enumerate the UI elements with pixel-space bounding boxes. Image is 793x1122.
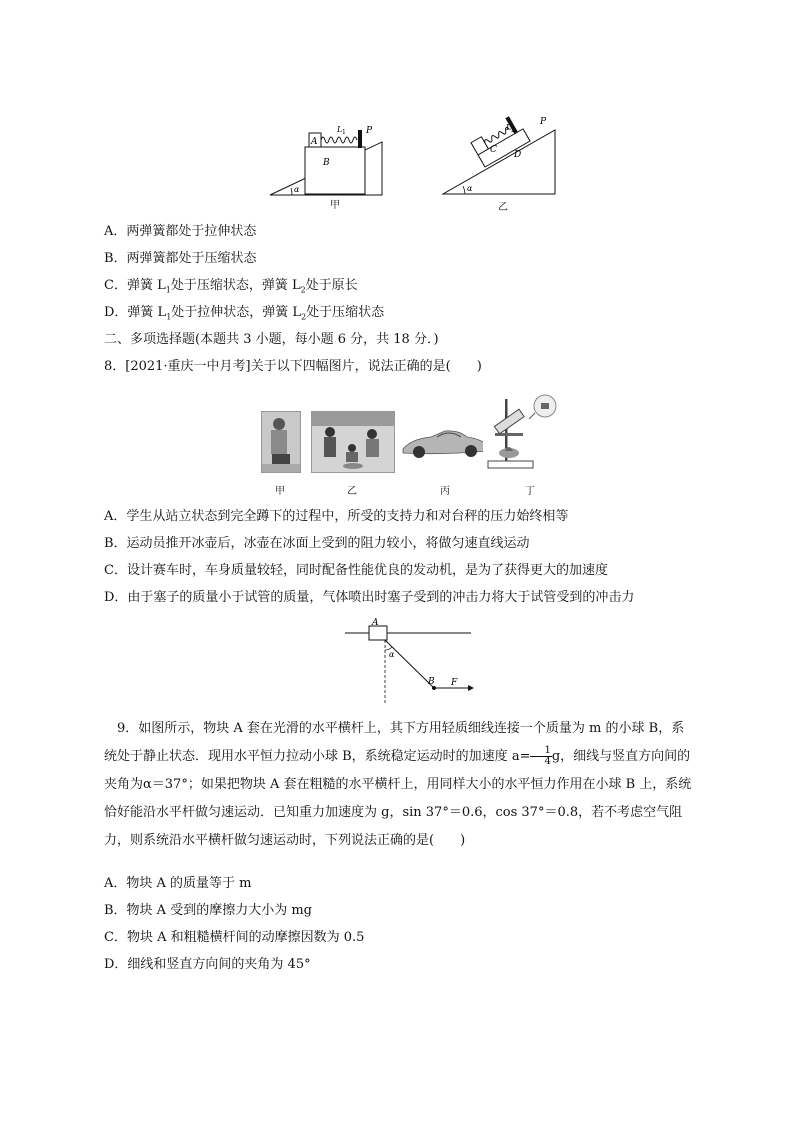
q8-stem: 8．[2021·重庆一中月考]关于以下四幅图片，说法正确的是( ) xyxy=(104,359,482,374)
photo-bing xyxy=(401,425,489,459)
text: C．弹簧 L xyxy=(104,278,166,293)
label-l: L xyxy=(337,125,343,134)
photo-jia xyxy=(261,411,301,473)
q7-option-d xyxy=(104,305,384,326)
label-b: B xyxy=(428,677,435,687)
q8-option-a: A．学生从站立状态到完全蹲下的过程中，所受的支持力和对台秤的压力始终相等 xyxy=(104,509,569,524)
q9-option-d: D．细线和竖直方向间的夹角为 45° xyxy=(104,957,311,972)
q7-option-a: A．两弹簧都处于拉伸状态 xyxy=(104,224,257,239)
caption-jia: 甲 xyxy=(330,200,340,211)
subscript: 1 xyxy=(166,312,172,322)
q9-option-a: A．物块 A 的质量等于 m xyxy=(104,876,252,891)
text: D．弹簧 L xyxy=(104,305,167,320)
label-p: P xyxy=(366,126,373,136)
q7-option-c xyxy=(104,278,358,299)
numerator: 1 xyxy=(530,746,551,757)
caption-jia: 甲 xyxy=(275,486,285,497)
q9-option-b: B．物块 A 受到的摩擦力大小为 mg xyxy=(104,903,312,918)
photo-yi xyxy=(311,411,395,473)
label-b: B xyxy=(323,158,330,168)
label-a: A xyxy=(311,137,318,147)
label-c: C xyxy=(490,145,497,155)
text: 处于拉伸状态，弹簧 L xyxy=(171,305,302,320)
label-f: F xyxy=(451,678,458,688)
label-l-sub: 1 xyxy=(342,129,346,136)
q9-option-c: C．物块 A 和粗糙横杆间的动摩擦因数为 0.5 xyxy=(104,930,365,945)
q8-option-d: D．由于塞子的质量小于试管的质量，气体喷出时塞子受到的冲击力将大于试管受到的冲击力 xyxy=(104,590,635,605)
text: 处于压缩状态，弹簧 L xyxy=(170,278,301,293)
q9-stem xyxy=(104,715,692,855)
subscript: 2 xyxy=(301,312,307,322)
denominator: 4 xyxy=(544,756,551,767)
q7-option-b: B．两弹簧都处于压缩状态 xyxy=(104,251,257,266)
label-p: P xyxy=(540,117,547,127)
label-a: A xyxy=(372,618,379,628)
label-d: D xyxy=(514,150,522,160)
label-l-sub: 2 xyxy=(511,127,515,134)
figure-q9 xyxy=(345,615,480,710)
text: 处于压缩状态 xyxy=(306,305,385,320)
q8-option-c: C．设计赛车时，车身质量较轻，同时配备性能优良的发动机，是为了获得更大的加速度 xyxy=(104,563,608,578)
subscript: 2 xyxy=(300,285,306,295)
caption-bing: 丙 xyxy=(440,486,450,497)
caption-yi: 乙 xyxy=(498,202,508,213)
caption-yi: 乙 xyxy=(347,486,357,497)
label-alpha: α xyxy=(294,185,300,194)
figure-yi xyxy=(438,112,563,202)
text: g，细线与竖直方向间的夹角为α＝37°；如果把物块 A 套在粗糙的水平横杆上，用同样大小的水平恒力作用在小球 B 上，系统恰好能沿水平杆做匀速运动．已知重力加速度为 g，sin 37°＝0.6，cos 37°＝0.8，若不考虑空气阻力，则系统沿水平横杆做匀速运动时，下列说法正确的是( ) xyxy=(104,749,692,848)
label-alpha: α xyxy=(389,650,395,659)
caption-ding: 丁 xyxy=(525,486,535,497)
text: 处于原长 xyxy=(305,278,358,293)
q8-option-b: B．运动员推开冰壶后，冰壶在冰面上受到的阻力较小，将做匀速直线运动 xyxy=(104,536,530,551)
fraction xyxy=(530,746,551,767)
label-alpha: α xyxy=(467,184,473,193)
label-l: L xyxy=(506,123,512,132)
subscript: 1 xyxy=(165,285,171,295)
photo-ding xyxy=(483,393,558,473)
text: 9．如图所示，物块 A 套在光滑的水平横杆上，其下方用轻质细线连接一个质量为 m 的小球 B，系统处于静止状态．现用水平恒力拉动小球 B，系统稳定运动时的加速度 a= xyxy=(104,721,685,764)
section-heading: 二、多项选择题(本题共 3 小题，每小题 6 分，共 18 分．) xyxy=(104,332,439,347)
